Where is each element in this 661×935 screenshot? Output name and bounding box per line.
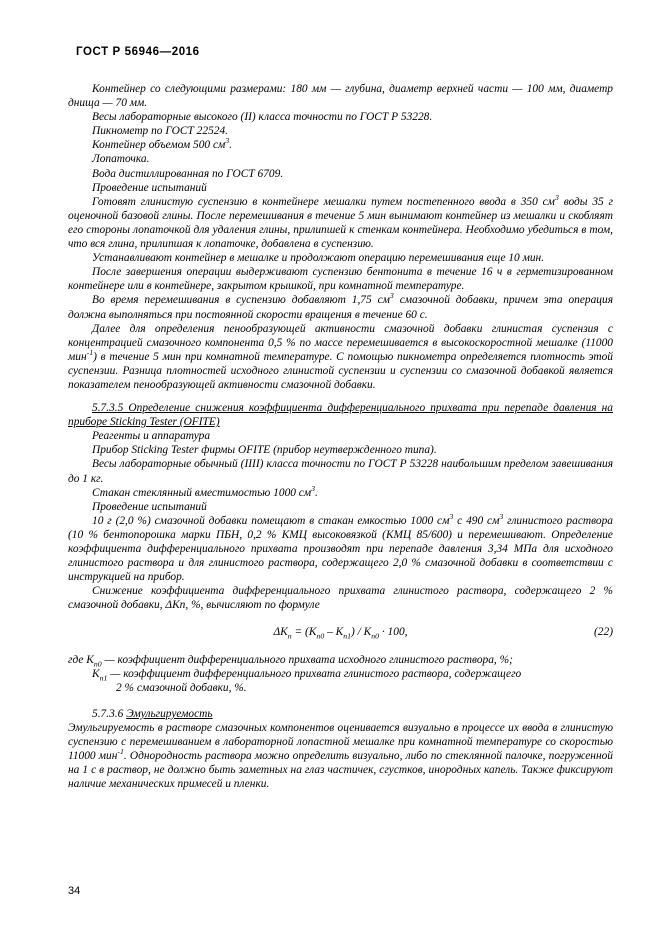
section-heading-5-7-3-6: 5.7.3.6 Эмульгируемость (92, 707, 213, 720)
superscript-three: 3 (499, 512, 504, 522)
superscript-three: 3 (389, 291, 394, 301)
superscript-three: 3 (554, 192, 559, 202)
legend-item-kp0: где $К_{п0}$ — коэффициент дифференциального прихвата исходного глинистого раствора, %; (68, 653, 513, 668)
paragraph-emulsifiability: Эмульгируемость в растворе смазочных компонентов оценивается визуально в процессе их ввода в глинистую суспензию с перемешиванием в лабораторной лопастной мешалке при комнатной температуре со скоростью 11000 мин$^{-1}$. Однородность раствора можно определить визуально, либо по стеклянной палочке, погруженной на 1 с в раствор, не должно быть заметных на глаз частичек, сгустков, инородных капель. Также фиксируют наличие механических примесей и пленки. (68, 721, 613, 791)
paragraph-scales-ordinary: Весы лабораторные обычный (IIII) класса точности по ГОСТ Р 53228 наибольшим пределом завешивания до 1 кг. (68, 458, 613, 485)
section-heading-5-7-3-5: 5.7.3.5 Определение снижения коэффициента дифференциального прихвата при перепаде давления на приборе Sticking Tester (OFITE) (68, 402, 613, 429)
document-body (68, 82, 613, 791)
page-header: ГОСТ Р 56946—2016 (76, 46, 200, 58)
paragraph-reduction-formula-intro: Снижение коэффициента дифференциального прихвата глинистого раствора, содержащего 2 % смазочной добавки, ΔКп, %, вычисляют по формуле (68, 585, 613, 612)
superscript-three: 3 (449, 512, 454, 522)
superscript-minus-one: -1 (86, 347, 94, 357)
paragraph-suspension-prep: Готовят глинистую суспензию в контейнере мешалки путем постепенного ввода в 350 $см^3$ воды 35 г оценочной базовой глины. После перемешивания в течение 5 мин вынимают контейнер из мешалки и скобляят его стороны лопаточкой для удаления глины, прилипшей к стенкам контейнера. Необходимо убедиться в том, что вся глина, прилипшая к лопаточке, добавлена в суспензию. (68, 192, 613, 251)
page-number: 34 (68, 885, 81, 897)
paragraph-container-dimensions: Контейнер со следующими размерами: 180 мм — глубина, диаметр верхней части — 100 мм, диаметр днища — 70 мм. (68, 83, 613, 110)
formula-22 (68, 625, 613, 639)
formula-number: (22) (594, 626, 613, 639)
paragraph-spatula: Лопаточка. (92, 153, 150, 166)
subscript-p0: п0 (316, 631, 325, 641)
spacer (68, 695, 613, 707)
paragraph-sticking-tester: Прибор Sticking Tester фирмы OFITE (прибор неутвержденного типа). (92, 444, 437, 457)
paragraph-add-lubricant: Во время перемешивания в суспензию добавляют 1,75 $см^3$ смазочной добавки, причем эта операция должна выполняться при постоянной скорости вращения в течение 60 с. (68, 291, 613, 321)
paragraph-test-procedure-heading-2: Проведение испытаний (92, 500, 207, 513)
paragraph-test-procedure-heading: Проведение испытаний (92, 181, 207, 194)
subscript-p1: п1 (99, 672, 108, 682)
subscript-p0: п0 (371, 631, 380, 641)
paragraph-scales: Весы лабораторные высокого (II) класса точности по ГОСТ Р 53228. (92, 111, 433, 124)
formula-expression: $\Delta К_п = (К_{п0} - К_{п1}) / К_{п0} \cdot 100$, (273, 626, 408, 641)
paragraph-glass-beaker: Стакан стеклянный вместимостью 1000 $см^3$. (92, 483, 318, 499)
paragraph-mixing-10min: Устанавливают контейнер в мешалке и продолжают операцию перемешивания еще 10 мин. (92, 252, 545, 265)
paragraph-distilled-water: Вода дистиллированная по ГОСТ 6709. (92, 167, 284, 180)
paragraph-hold-16h: После завершения операции выдерживают суспензию бентонита в течение 16 ч в герметизированном контейнере или в контейнере, закрытом крышкой, при комнатной температуре. (68, 266, 613, 293)
legend-item-kp1: $К_{п1}$ — коэффициент дифференциального прихвата глинистого раствора, содержащего (92, 667, 522, 682)
superscript-three: 3 (311, 483, 316, 493)
paragraph-differential-sticking: 10 г (2,0 %) смазочной добавки помещают в стакан емкостью 1000 $см^3$ с 490 $см^3$ глинистого раствора (10 % бентопорошка марки ПБН, 0,2 % КМЦ высоковязкой (КМЦ 85/600) и перемешивают. Определение коэффициента дифференциального прихвата производят при перепаде давления 3,34 МПа для исходного глинистого раствора и для глинистого раствора, содержащего 2,0 % смазочной добавки в соответствии с инструкцией на прибор. (68, 512, 613, 584)
spacer (68, 392, 613, 401)
paragraph-reagents-heading: Реагенты и аппаратура (92, 430, 211, 443)
paragraph-container-500: Контейнер объемом 500 $см^3$. (92, 136, 233, 152)
superscript-minus-one: -1 (117, 747, 124, 757)
formula-legend (68, 653, 613, 695)
paragraph-pycnometer: Пикнометр по ГОСТ 22524. (92, 125, 229, 138)
subscript-p: п (287, 631, 292, 641)
legend-item-kp1-cont: 2 % смазочной добавки, %. (116, 681, 247, 694)
paragraph-foaming-activity: Далее для определения пенообразующей активности смазочной добавки глинистая суспензия с концентрацией смазочного компонента 0,5 % по массе перемешивается в высокоскоростной мешалке (11000 мин$^{-1}$) в течение 5 мин при комнатной температуре. С помощью пикнометра определяется плотность этой суспензии. Разница плотностей исходного глинистой суспензии и суспензии со смазочной добавкой является показателем пенообразующей активности смазочной добавки. (68, 322, 613, 391)
subscript-p0: п0 (93, 658, 102, 668)
subscript-p1: п1 (343, 631, 351, 641)
section-title-emulsifiability: Эмульгируемость (126, 707, 213, 720)
superscript-three: 3 (225, 136, 230, 146)
